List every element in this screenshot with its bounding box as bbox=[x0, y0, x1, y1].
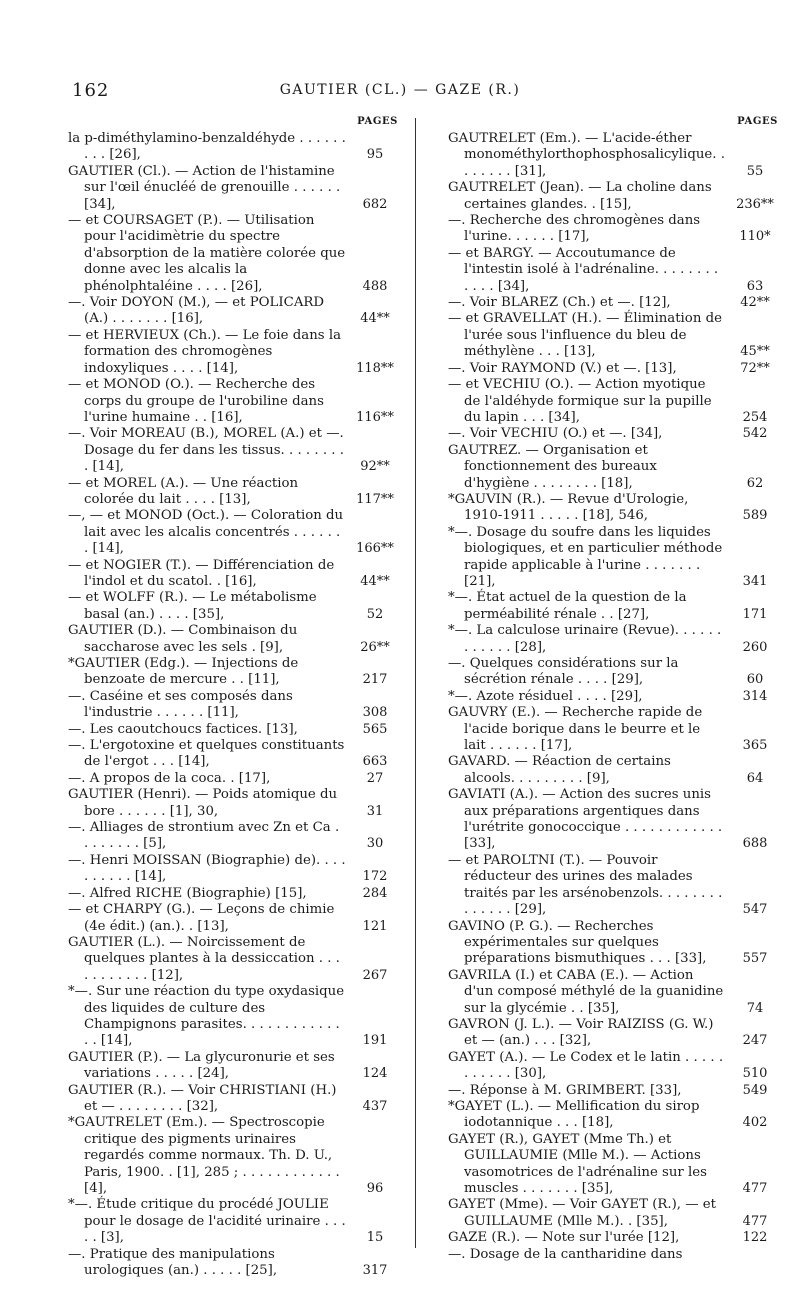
entry-page: 663 bbox=[362, 754, 388, 770]
right-entries bbox=[448, 131, 778, 1263]
index-entry bbox=[68, 377, 398, 426]
entry-page: 62 bbox=[746, 475, 764, 491]
entry-page: 510 bbox=[742, 1066, 768, 1082]
index-entry bbox=[68, 853, 398, 886]
entry-text: GAUTIER (D.). — Combinaison du saccharose avec les sels . [9], bbox=[68, 623, 298, 655]
entry-page: 477 bbox=[742, 1213, 768, 1229]
entry-page: 589 bbox=[742, 508, 768, 524]
index-entry bbox=[448, 590, 778, 623]
index-entry bbox=[448, 1050, 778, 1083]
index-entry bbox=[448, 919, 778, 968]
entry-text: —. Recherche des chromogènes dans l'urine. . . . . . [17], bbox=[448, 213, 701, 245]
pages-column-label: PAGES bbox=[357, 116, 398, 127]
entry-text: *—. La calculose urinaire (Revue). . . . . . . . . . . . [28], bbox=[448, 623, 722, 655]
entry-page: 124 bbox=[362, 1066, 388, 1082]
entry-page: 247 bbox=[742, 1033, 768, 1049]
entry-text: — et BARGY. — Accoutumance de l'intestin isolé à l'adrénaline. . . . . . . . . . . . [34], bbox=[448, 245, 719, 294]
index-entry bbox=[68, 1115, 398, 1197]
entry-text: *GAUTIER (Edg.). — Injections de benzoate de mercure . . [11], bbox=[68, 656, 299, 688]
entry-page: 542 bbox=[742, 426, 768, 442]
entry-text: —, — et MONOD (Oct.). — Coloration du lait avec les alcalis concentrés . . . . . . . [14], bbox=[68, 508, 344, 557]
index-entry bbox=[68, 476, 398, 509]
index-entry bbox=[68, 426, 398, 475]
entry-text: la p-diméthylamino-benzaldéhyde . . . . . . . . . [26], bbox=[68, 131, 346, 163]
entry-text: —. Alliages de strontium avec Zn et Ca . . . . . . . . [5], bbox=[68, 820, 340, 852]
entry-page: 236** bbox=[736, 196, 774, 212]
index-entry bbox=[448, 705, 778, 754]
entry-page: 166** bbox=[356, 541, 394, 557]
pages-column-label: PAGES bbox=[737, 116, 778, 127]
index-entry bbox=[448, 180, 778, 213]
entry-page: 26** bbox=[360, 639, 390, 655]
index-entry bbox=[448, 754, 778, 787]
entry-page: 477 bbox=[742, 1181, 768, 1196]
index-entry bbox=[448, 853, 778, 919]
entry-text: GAUTIER (P.). — La glycuronurie et ses variations . . . . . [24], bbox=[68, 1049, 335, 1082]
entry-text: GAUTIER (Henri). — Poids atomique du bore . . . . . . [1], 30, bbox=[68, 787, 338, 819]
entry-page: 60 bbox=[746, 672, 764, 688]
entry-page: 110* bbox=[739, 229, 771, 245]
entry-page: 92** bbox=[360, 459, 390, 475]
entry-text: GAUVRY (E.). — Recherche rapide de l'acide borique dans le beurre et le lait . . . . . . [17], bbox=[448, 705, 703, 754]
entry-page: 96 bbox=[366, 1181, 384, 1196]
left-entries bbox=[68, 131, 398, 1279]
entry-text: *—. Étude critique du procédé JOULIE pour le dosage de l'acidité urinaire . . . . . [3], bbox=[68, 1197, 346, 1246]
entry-page: 31 bbox=[366, 803, 384, 819]
entry-text: —. Pratique des manipulations urologiques (an.) . . . . . [25], bbox=[68, 1246, 278, 1279]
index-entry bbox=[68, 738, 398, 771]
index-entry bbox=[448, 623, 778, 656]
entry-text: *—. Sur une réaction du type oxydasique des liquides de culture des Champignons parasites. . . . . . . . . . . . . . [14], bbox=[68, 984, 345, 1049]
entry-page: 15 bbox=[366, 1230, 384, 1246]
entry-text: GAUTREZ. — Organisation et fonctionnement des bureaux d'hygiène . . . . . . . . [18], bbox=[448, 442, 657, 491]
index-entry bbox=[448, 1197, 778, 1230]
entry-text: — et PAROLTNI (T.). — Pouvoir réducteur des urines des malades traités par les arsénobenzols. . . . . . . . . . . . . . [29], bbox=[448, 852, 723, 918]
entry-page: 172 bbox=[362, 869, 388, 885]
entry-text: —. Les caoutchoucs factices. [13], bbox=[68, 721, 298, 737]
entry-text: GAVRILA (I.) et CABA (E.). — Action d'un composé méthylé de la guanidine sur la glycémie . . [35], bbox=[448, 967, 724, 1016]
entry-text: —. A propos de la coca. . [17], bbox=[68, 770, 271, 786]
index-entry bbox=[448, 492, 778, 525]
entry-text: GAUTIER (Cl.). — Action de l'histamine sur l'œil énucléé de grenouille . . . . . . [34], bbox=[68, 163, 341, 212]
index-entry bbox=[448, 311, 778, 360]
entry-page: 118** bbox=[356, 360, 394, 376]
entry-text: — et WOLFF (R.). — Le métabolisme basal (an.) . . . . [35], bbox=[68, 590, 317, 622]
entry-text: GAUTIER (R.). — Voir CHRISTIANI (H.) et — . . . . . . . . [32], bbox=[68, 1082, 337, 1114]
entry-text: — et HERVIEUX (Ch.). — Le foie dans la formation des chromogènes indoxyliques . . . . [14], bbox=[68, 327, 342, 376]
index-entry bbox=[448, 295, 778, 311]
index-entry bbox=[448, 1132, 778, 1198]
index-entry bbox=[68, 689, 398, 722]
entry-text: — et VECHIU (O.). — Action myotique de l'aldéhyde formique sur la pupille du lapin . . . [34], bbox=[448, 377, 712, 425]
index-entry bbox=[448, 443, 778, 492]
entry-page: 488 bbox=[362, 278, 388, 294]
entry-page: 55 bbox=[746, 163, 764, 179]
index-entry bbox=[448, 377, 778, 426]
entry-text: — et NOGIER (T.). — Différenciation de l'indol et du scatol. . [16], bbox=[68, 557, 335, 589]
index-entry bbox=[68, 656, 398, 689]
entry-text: *—. Azote résiduel . . . . [29], bbox=[448, 688, 643, 704]
entry-page: 45** bbox=[740, 344, 770, 360]
index-entry bbox=[68, 771, 398, 787]
entry-text: — et COURSAGET (P.). — Utilisation pour l'acidimètrie du spectre d'absorption de la matière colorée que donne avec les alcalis la phénolphtaléine . . . . [26], bbox=[68, 213, 346, 294]
index-entry bbox=[68, 1083, 398, 1116]
entry-text: *GAUVIN (R.). — Revue d'Urologie, 1910-1911 . . . . . [18], 546, bbox=[448, 491, 689, 524]
entry-text: *GAYET (L.). — Mellification du sirop iodotannique . . . [18], bbox=[448, 1098, 700, 1131]
index-entry bbox=[448, 246, 778, 295]
column-divider bbox=[415, 118, 416, 1248]
entry-page: 557 bbox=[742, 951, 768, 967]
entry-page: 64 bbox=[746, 770, 764, 786]
index-entry bbox=[68, 820, 398, 853]
index-entry bbox=[448, 131, 778, 180]
entry-page: 44** bbox=[360, 573, 390, 589]
page-number: 162 bbox=[72, 80, 110, 101]
index-entry bbox=[448, 787, 778, 853]
entry-page: 314 bbox=[742, 688, 768, 704]
entry-text: — et MONOD (O.). — Recherche des corps du groupe de l'urobiline dans l'urine humaine . . [16], bbox=[68, 377, 324, 425]
running-head: GAUTIER (CL.) — GAZE (R.) bbox=[279, 82, 521, 98]
index-entry bbox=[448, 361, 778, 377]
entry-page: 72** bbox=[740, 360, 770, 376]
entry-page: 365 bbox=[742, 738, 768, 754]
entry-page: 30 bbox=[366, 836, 384, 852]
entry-page: 688 bbox=[742, 836, 768, 852]
index-entry bbox=[448, 656, 778, 689]
entry-text: GAUTRELET (Em.). — L'acide-éther monométhylorthophosphosalicylique. . . . . . . . [31], bbox=[448, 131, 725, 179]
entry-page: 341 bbox=[742, 573, 768, 589]
index-entry bbox=[68, 1197, 398, 1246]
index-entry bbox=[68, 558, 398, 591]
index-entry bbox=[68, 164, 398, 213]
entry-text: —. Voir VECHIU (O.) et —. [34], bbox=[448, 426, 663, 442]
index-entry bbox=[68, 131, 398, 164]
entry-page: 547 bbox=[742, 902, 768, 918]
index-entry bbox=[448, 968, 778, 1017]
index-entry bbox=[68, 590, 398, 623]
entry-text: GAVARD. — Réaction de certains alcools. . . . . . . . . [9], bbox=[448, 754, 671, 786]
entry-page: 42** bbox=[740, 295, 770, 311]
index-entry bbox=[68, 787, 398, 820]
entry-text: *GAUTRELET (Em.). — Spectroscopie critique des pigments urinaires regardés comme normaux. Th. D. U., Paris, 1900. . [1], 285 ; . . . . . . . . . . . . [4], bbox=[68, 1115, 340, 1196]
index-entry bbox=[68, 623, 398, 656]
entry-text: —. Voir RAYMOND (V.) et —. [13], bbox=[448, 360, 677, 376]
index-entry bbox=[68, 935, 398, 984]
entry-text: GAUTRELET (Jean). — La choline dans certaines glandes. . [15], bbox=[448, 180, 712, 212]
entry-page: 402 bbox=[742, 1115, 768, 1131]
entry-page: 44** bbox=[360, 311, 390, 327]
entry-text: —. Quelques considérations sur la sécrétion rénale . . . . [29], bbox=[448, 656, 679, 688]
entry-text: GAVRON (J. L.). — Voir RAIZISS (G. W.) et — (an.) . . . [32], bbox=[448, 1016, 714, 1049]
entry-page: 565 bbox=[362, 721, 388, 737]
entry-text: —. Voir MOREAU (B.), MOREL (A.) et —. Dosage du fer dans les tissus. . . . . . . . . [14], bbox=[68, 426, 344, 475]
entry-page: 254 bbox=[742, 409, 768, 425]
entry-page: 308 bbox=[362, 705, 388, 721]
entry-text: — et MOREL (A.). — Une réaction colorée du lait . . . . [13], bbox=[68, 475, 299, 507]
entry-page: 549 bbox=[742, 1082, 768, 1098]
index-entry bbox=[68, 328, 398, 377]
entry-text: —. Voir BLAREZ (Ch.) et —. [12], bbox=[448, 295, 671, 311]
entry-page: 171 bbox=[742, 606, 768, 622]
entry-page: 122 bbox=[742, 1230, 768, 1246]
entry-page: 437 bbox=[362, 1098, 388, 1114]
entry-page: 63 bbox=[746, 278, 764, 294]
index-entry bbox=[448, 213, 778, 246]
entry-text: — et CHARPY (G.). — Leçons de chimie (4e édit.) (an.). . [13], bbox=[68, 902, 335, 934]
entry-text: GAYET (Mme). — Voir GAYET (R.), — et GUILLAUME (Mlle M.). . [35], bbox=[448, 1197, 717, 1229]
index-entry bbox=[448, 689, 778, 705]
index-entry bbox=[448, 1099, 778, 1132]
entry-page: 267 bbox=[362, 967, 388, 983]
entry-text: —. Voir DOYON (M.), — et POLICARD (A.) . . . . . . . [16], bbox=[68, 295, 325, 327]
index-entry bbox=[448, 426, 778, 442]
entry-text: —. Réponse à M. GRIMBERT. [33], bbox=[448, 1082, 682, 1098]
entry-page: 317 bbox=[362, 1263, 388, 1279]
index-entry bbox=[448, 1083, 778, 1099]
entry-page: 217 bbox=[362, 672, 388, 688]
index-entry bbox=[68, 1247, 398, 1280]
index-entry bbox=[68, 886, 398, 902]
index-entry bbox=[68, 1050, 398, 1083]
entry-text: —. Dosage de la cantharidine dans bbox=[448, 1246, 683, 1262]
entry-text: —. Alfred RICHE (Biographie) [15], bbox=[68, 885, 307, 901]
index-entry bbox=[448, 1230, 778, 1246]
entry-text: —. Caséine et ses composés dans l'industrie . . . . . . [11], bbox=[68, 688, 293, 721]
entry-page: 52 bbox=[366, 606, 384, 622]
entry-text: GAUTIER (L.). — Noircissement de quelques plantes à la dessiccation . . . . . . . . . . . [12], bbox=[68, 934, 340, 983]
entry-text: *—. Dosage du soufre dans les liquides biologiques, et en particulier méthode rapide applicable à l'urine . . . . . . . [21], bbox=[448, 524, 723, 589]
entry-text: — et GRAVELLAT (H.). — Élimination de l'urée sous l'influence du bleu de méthylène . . . [13], bbox=[448, 311, 722, 360]
entry-text: —. Henri MOISSAN (Biographie) de). . . . . . . . . . [14], bbox=[68, 852, 346, 885]
entry-text: GAVIATI (A.). — Action des sucres unis aux préparations argentiques dans l'urétrite gonococcique . . . . . . . . . . . . [33], bbox=[448, 787, 723, 852]
entry-text: —. L'ergotoxine et quelques constituants de l'ergot . . . [14], bbox=[68, 738, 345, 770]
entry-page: 121 bbox=[362, 918, 388, 934]
index-entry bbox=[448, 1017, 778, 1050]
entry-page: 117** bbox=[356, 491, 394, 507]
entry-page: 74 bbox=[746, 1000, 764, 1016]
entry-text: GAYET (R.), GAYET (Mme Th.) et GUILLAUMIE (Mlle M.). — Actions vasomotrices de l'adrénaline sur les muscles . . . . . . . [35], bbox=[448, 1131, 707, 1196]
entry-text: GAVINO (P. G.). — Recherches expérimentales sur quelques préparations bismuthiques . . . [33], bbox=[448, 918, 707, 967]
index-entry bbox=[448, 525, 778, 591]
entry-text: *—. État actuel de la question de la perméabilité rénale . . [27], bbox=[448, 590, 687, 622]
entry-page: 260 bbox=[742, 639, 768, 655]
index-entry bbox=[68, 722, 398, 738]
index-entry bbox=[68, 902, 398, 935]
entry-page: 27 bbox=[366, 770, 384, 786]
entry-page: 191 bbox=[362, 1033, 388, 1049]
index-entry bbox=[68, 295, 398, 328]
index-entry bbox=[68, 213, 398, 295]
entry-page: 284 bbox=[362, 885, 388, 901]
entry-text: GAYET (A.). — Le Codex et le latin . . . . . . . . . . . [30], bbox=[448, 1049, 724, 1082]
entry-page: 95 bbox=[366, 147, 384, 163]
index-entry bbox=[68, 984, 398, 1050]
entry-text: GAZE (R.). — Note sur l'urée [12], bbox=[448, 1230, 680, 1246]
index-entry bbox=[448, 1247, 778, 1263]
index-entry bbox=[68, 508, 398, 557]
entry-page: 682 bbox=[362, 196, 388, 212]
entry-page: 116** bbox=[356, 409, 394, 425]
